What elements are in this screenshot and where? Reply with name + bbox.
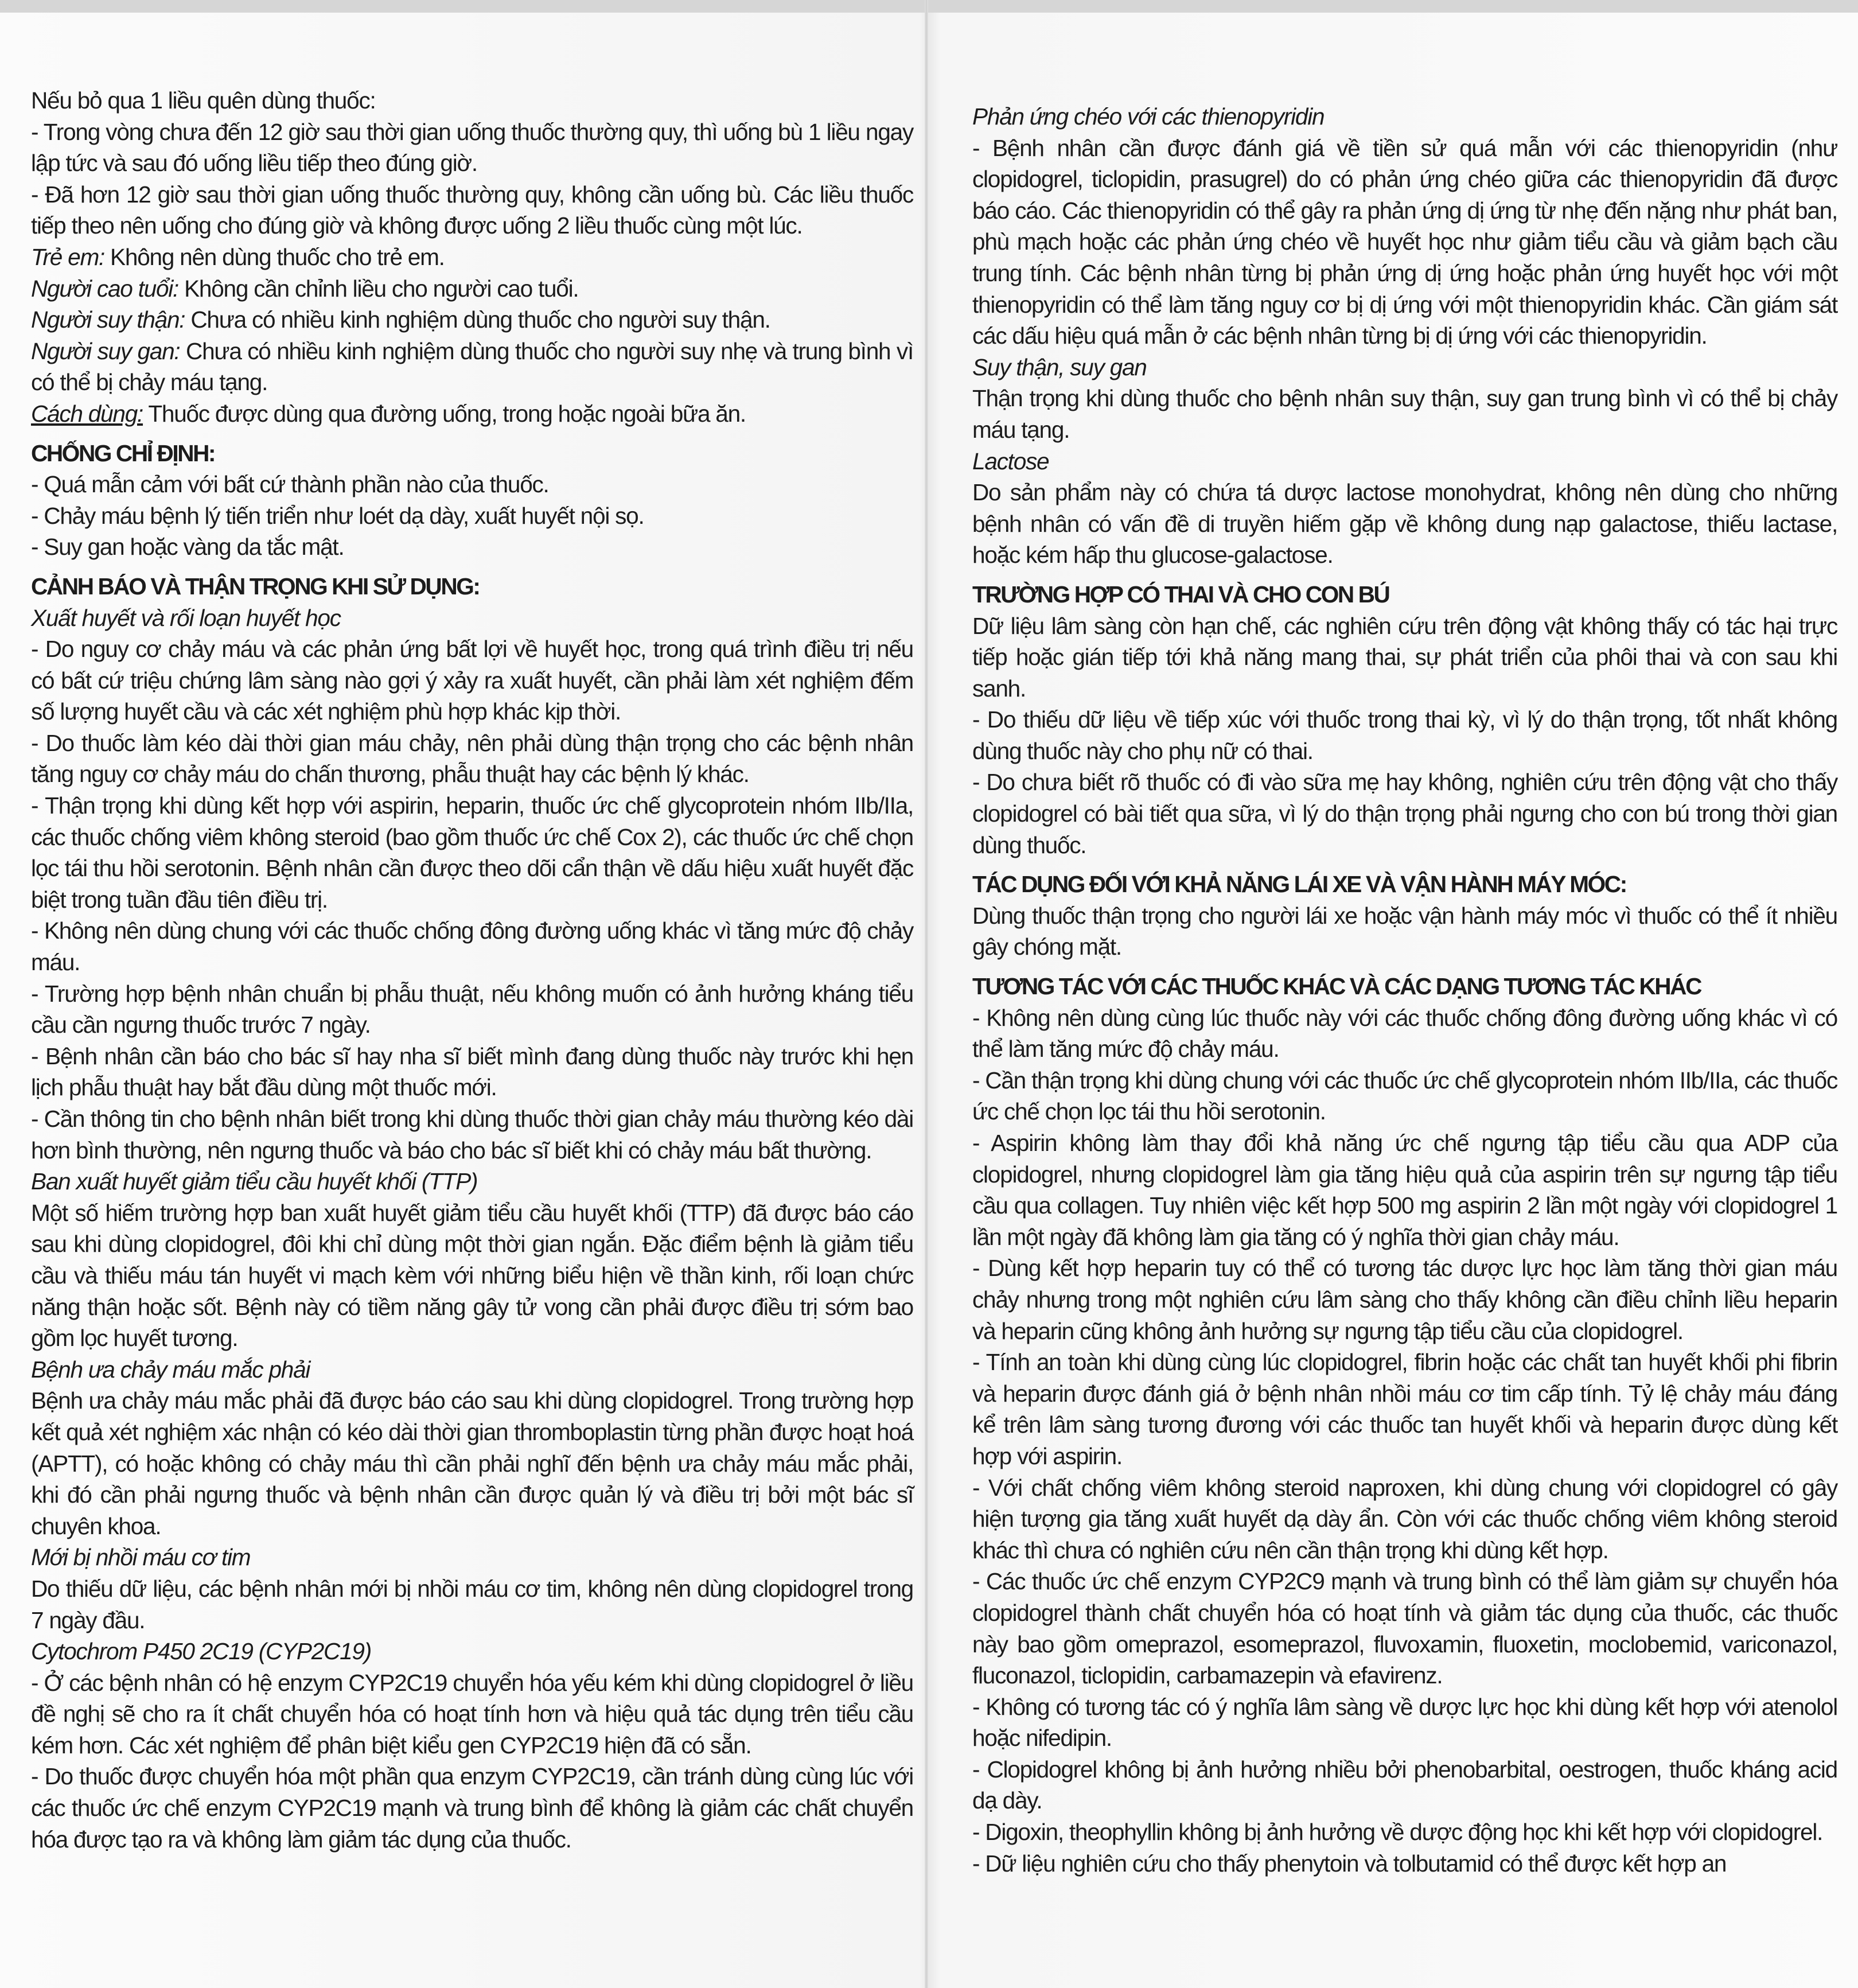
renal-label: Người suy thận: [31,306,185,333]
usage-label: Cách dùng: [31,400,143,427]
contraindication-item: - Suy gan hoặc vàng da tắc mật. [31,534,344,561]
pregnancy-item: - Do chưa biết rõ thuốc có đi vào sữa mẹ hay không, nghiên cứu trên động vật cho thấy clopidogrel có bài tiết qua sữa, vì lý do thận trọng phải ngưng cho con bú trong thời gian dùng thuốc. [972,769,1837,858]
ttp-subheading: Ban xuất huyết giảm tiểu cầu huyết khối (TTP) [31,1168,478,1195]
missed-dose-item: - Trong vòng chưa đến 12 giờ sau thời gian uống thuốc thường quy, thì uống bù 1 liều ngay lập tức và sau đó uống liều tiếp theo đúng giờ. [31,118,913,177]
interaction-item: - Dùng kết hợp heparin tuy có thể có tương tác dược lực học làm tăng thời gian máu chảy nhưng trong một nghiên cứu lâm sàng cho thấy không cần điều chỉnh liều heparin và heparin cũng không ảnh hưởng sự ngưng tập tiểu cầu của clopidogrel. [972,1255,1837,1344]
interaction-item: - Cần thận trọng khi dùng chung với các thuốc ức chế glycoprotein nhóm IIb/IIa, các thuốc ức chế chọn lọc tái thu hồi serotonin. [972,1067,1837,1125]
cyp-item: - Do thuốc được chuyển hóa một phần qua enzym CYP2C19, cần tránh dùng cùng lúc với các thuốc ức chế enzym CYP2C19 mạnh và trung bình để không là giảm các chất chuyển hóa được tạo ra và không làm giảm tác dụng của thuốc. [31,1763,913,1853]
mi-subheading: Mới bị nhồi máu cơ tim [31,1544,251,1571]
children-dosage [31,242,913,273]
interaction-item: - Với chất chống viêm không steroid naproxen, khi dùng chung với clopidogrel có gây hiện tượng gia tăng xuất huyết dạ dày ẩn. Còn với các thuốc chống viêm không steroid khác thì chưa có nghiên cứu nên cần thận trọng khi dùng kết hợp. [972,1474,1837,1563]
children-label: Trẻ em: [31,243,105,270]
page-fold [925,0,928,1988]
interaction-item: - Tính an toàn khi dùng cùng lúc clopidogrel, fibrin hoặc các chất tan huyết khối phi fibrin và heparin được đánh giá ở bệnh nhân nhồi máu cơ tim cấp tính. Tỷ lệ chảy máu đáng kể trên lâm sàng tương đương với các thuốc tan huyết khối và heparin được dùng kết hợp với aspirin. [972,1349,1837,1469]
usage [31,398,913,430]
elderly-text: Không cần chỉnh liều cho người cao tuổi. [178,275,579,302]
interaction-item: - Không nên dùng cùng lúc thuốc này với các thuốc chống đông đường uống khác vì có thể làm tăng mức độ chảy máu. [972,1004,1837,1063]
bleeding-item: - Thận trọng khi dùng kết hợp với aspirin, heparin, thuốc ức chế glycoprotein nhóm IIb/IIa, các thuốc chống viêm không steroid (bao gồm thuốc ức chế Cox 2), các thuốc ức chế chọn lọc tái thu hồi serotonin. Bệnh nhân cần được theo dõi cẩn thận về dấu hiệu xuất huyết đặc biệt trong tuần đầu tiên điều trị. [31,792,913,913]
interaction-item: - Không có tương tác có ý nghĩa lâm sàng về dược lực học khi dùng kết hợp với atenolol hoặc nifedipin. [972,1693,1837,1752]
interaction-item: - Các thuốc ức chế enzym CYP2C9 mạnh và trung bình có thể làm giảm sự chuyển hóa clopidogrel thành chất chuyển hóa có hoạt tính và giảm tác dụng của thuốc, các thuốc này bao gồm omeprazol, esomeprazol, fluvoxamin, fluoxetin, moclobemid, variconazol, fluconazol, ticlopidin, carbamazepin và efavirenz. [972,1568,1837,1689]
bleeding-item: - Trường hợp bệnh nhân chuẩn bị phẫu thuật, nếu không muốn có ảnh hưởng kháng tiểu cầu cần ngưng thuốc trước 7 ngày. [31,980,913,1038]
contraindication-item: - Quá mẫn cảm với bất cứ thành phần nào của thuốc. [31,471,549,498]
pregnancy-heading: TRƯỜNG HỢP CÓ THAI VÀ CHO CON BÚ [972,581,1389,608]
bleeding-subheading: Xuất huyết và rối loạn huyết học [31,604,341,631]
kidney-liver-subheading: Suy thận, suy gan [972,353,1147,380]
lactose-text: Do sản phẩm này có chứa tá dược lactose monohydrat, không nên dùng cho những bệnh nhân có vấn đề di truyền hiếm gặp về không dung nạp galactose, thiếu lactase, hoặc kém hấp thu glucose-galactose. [972,479,1837,569]
warnings-heading: CẢNH BÁO VÀ THẬN TRỌNG KHI SỬ DỤNG: [31,573,480,600]
pregnancy-text: Dữ liệu lâm sàng còn hạn chế, các nghiên cứu trên động vật không thấy có tác hại trực tiếp hoặc gián tiếp tới khả năng mang thai, sự phát triển của phôi thai và con sau khi sanh. [972,612,1837,702]
contraindications-heading: CHỐNG CHỈ ĐỊNH: [31,439,215,466]
missed-dose-intro: Nếu bỏ qua 1 liều quên dùng thuốc: [31,87,376,114]
interactions-heading: TƯƠNG TÁC VỚI CÁC THUỐC KHÁC VÀ CÁC DẠNG TƯƠNG TÁC KHÁC [972,973,1701,1000]
missed-dose-item: - Đã hơn 12 giờ sau thời gian uống thuốc thường quy, không cần uống bù. Các liều thuốc tiếp theo nên uống cho đúng giờ và không được uống 2 liều thuốc cùng một lúc. [31,181,913,239]
driving-heading: TÁC DỤNG ĐỐI VỚI KHẢ NĂNG LÁI XE VÀ VẬN HÀNH MÁY MÓC: [972,871,1626,898]
cross-reaction-subheading: Phản ứng chéo với các thienopyridin [972,103,1325,130]
hepatic-label: Người suy gan: [31,337,180,364]
bleeding-item: - Không nên dùng chung với các thuốc chống đông đường uống khác vì tăng mức độ chảy máu. [31,917,913,976]
cross-reaction-text: - Bệnh nhân cần được đánh giá về tiền sử quá mẫn với các thienopyridin (như clopidogrel, ticlopidin, prasugrel) do có phản ứng chéo giữa các thienopyridin đã được báo cáo. Các thienopyridin có thể gây ra phản ứng dị ứng từ nhẹ đến nặng như phát ban, phù mạch hoặc các phản ứng chéo về huyết học như giảm tiểu cầu và giảm bạch cầu trung tính. Các bệnh nhân từng bị phản ứng dị ứng hoặc phản ứng huyết học với một thienopyridin có thể làm tăng nguy cơ bị dị ứng với một thienopyridin khác. Cần giám sát các dấu hiệu quá mẫn ở các bệnh nhân từng bị dị ứng với các thienopyridin. [972,134,1837,349]
scan-top-edge [0,0,1858,13]
pregnancy-item: - Do thiếu dữ liệu về tiếp xúc với thuốc trong thai kỳ, vì lý do thận trọng, tốt nhất không dùng thuốc này cho phụ nữ có thai. [972,706,1837,764]
driving-text: Dùng thuốc thận trọng cho người lái xe hoặc vận hành máy móc vì thuốc có thể ít nhiều gây chóng mặt. [972,902,1837,960]
interaction-item: - Digoxin, theophyllin không bị ảnh hưởng về dược động học khi kết hợp với clopidogrel. [972,1819,1823,1846]
bleeding-item: - Bệnh nhân cần báo cho bác sĩ hay nha sĩ biết mình đang dùng thuốc này trước khi hẹn lịch phẫu thuật hay bắt đầu dùng một thuốc mới. [31,1042,913,1101]
hemophilia-text: Bệnh ưa chảy máu mắc phải đã được báo cáo sau khi dùng clopidogrel. Trong trường hợp kết quả xét nghiệm xác nhận có kéo dài thời gian thromboplastin từng phần được hoạt hoá (APTT), có hoặc không có chảy máu thì cần phải nghĩ đến bệnh ưa chảy máu mắc phải, khi đó cần phải ngưng thuốc và bệnh nhân cần được quản lý và điều trị bởi một bác sĩ chuyên khoa. [31,1387,913,1539]
ttp-text: Một số hiếm trường hợp ban xuất huyết giảm tiểu cầu huyết khối (TTP) đã được báo cáo sau khi dùng clopidogrel, đôi khi chỉ dùng một thời gian ngắn. Đặc điểm bệnh là giảm tiểu cầu và thiếu máu tán huyết vi mạch kèm với những biểu hiện về thần kinh, rối loạn chức năng thận hoặc sốt. Bệnh này có tiềm năng gây tử vong cần phải được điều trị sớm bao gồm lọc huyết tương. [31,1199,913,1352]
right-column [972,101,1837,1879]
bleeding-item: - Cần thông tin cho bệnh nhân biết trong khi dùng thuốc thời gian chảy máu thường kéo dài hơn bình thường, nên ngưng thuốc và báo cho bác sĩ biết khi có chảy máu bất thường. [31,1106,913,1164]
interaction-item: - Aspirin không làm thay đổi khả năng ức chế ngưng tập tiểu cầu qua ADP của clopidogrel, nhưng clopidogrel làm gia tăng hiệu quả của aspirin trên sự ngưng tập tiểu cầu qua collagen. Tuy nhiên việc kết hợp 500 mg aspirin 2 lần một ngày với clopidogrel 1 lần một ngày đã không làm gia tăng có ý nghĩa thời gian chảy máu. [972,1130,1837,1250]
contraindication-item: - Chảy máu bệnh lý tiến triển như loét dạ dày, xuất huyết nội sọ. [31,502,644,529]
cyp-subheading: Cytochrom P450 2C19 (CYP2C19) [31,1638,371,1665]
renal-text: Chưa có nhiều kinh nghiệm dùng thuốc cho người suy thận. [185,306,770,333]
elderly-label: Người cao tuổi: [31,275,179,302]
children-text: Không nên dùng thuốc cho trẻ em. [104,243,445,270]
renal-dosage [31,304,913,336]
bleeding-item: - Do thuốc làm kéo dài thời gian máu chảy, nên phải dùng thận trọng cho các bệnh nhân tăng nguy cơ chảy máu do chấn thương, phẫu thuật hay các bệnh lý khác. [31,729,913,788]
interaction-item: - Dữ liệu nghiên cứu cho thấy phenytoin và tolbutamid có thể được kết hợp an [972,1850,1727,1877]
usage-text: Thuốc được dùng qua đường uống, trong hoặc ngoài bữa ăn. [143,400,746,427]
bleeding-item: - Do nguy cơ chảy máu và các phản ứng bất lợi về huyết học, trong quá trình điều trị nếu có bất cứ triệu chứng lâm sàng nào gợi ý xảy ra xuất huyết, cần phải làm xét nghiệm đếm số lượng huyết cầu và các xét nghiệm phù hợp khác kịp thời. [31,636,913,725]
hepatic-text: Chưa có nhiều kinh nghiệm dùng thuốc cho người suy nhẹ và trung bình vì có thể bị chảy máu tạng. [31,337,913,396]
interaction-item: - Clopidogrel không bị ảnh hưởng nhiều bởi phenobarbital, oestrogen, thuốc kháng acid dạ dày. [972,1756,1837,1814]
hemophilia-subheading: Bệnh ưa chảy máu mắc phải [31,1356,310,1383]
cyp-item: - Ở các bệnh nhân có hệ enzym CYP2C19 chuyển hóa yếu kém khi dùng clopidogrel ở liều đề nghị sẽ cho ra ít chất chuyển hóa có hoạt tính hơn và hiệu quả tác dụng trên tiểu cầu kém hơn. Các xét nghiệm để phân biệt kiểu gen CYP2C19 hiện đã có sẵn. [31,1669,913,1759]
elderly-dosage [31,273,913,305]
left-column [31,85,913,1855]
mi-text: Do thiếu dữ liệu, các bệnh nhân mới bị nhồi máu cơ tim, không nên dùng clopidogrel trong 7 ngày đầu. [31,1575,913,1633]
hepatic-dosage [31,336,913,398]
lactose-subheading: Lactose [972,448,1049,474]
kidney-liver-text: Thận trọng khi dùng thuốc cho bệnh nhân suy thận, suy gan trung bình vì có thể bị chảy máu tạng. [972,385,1837,443]
